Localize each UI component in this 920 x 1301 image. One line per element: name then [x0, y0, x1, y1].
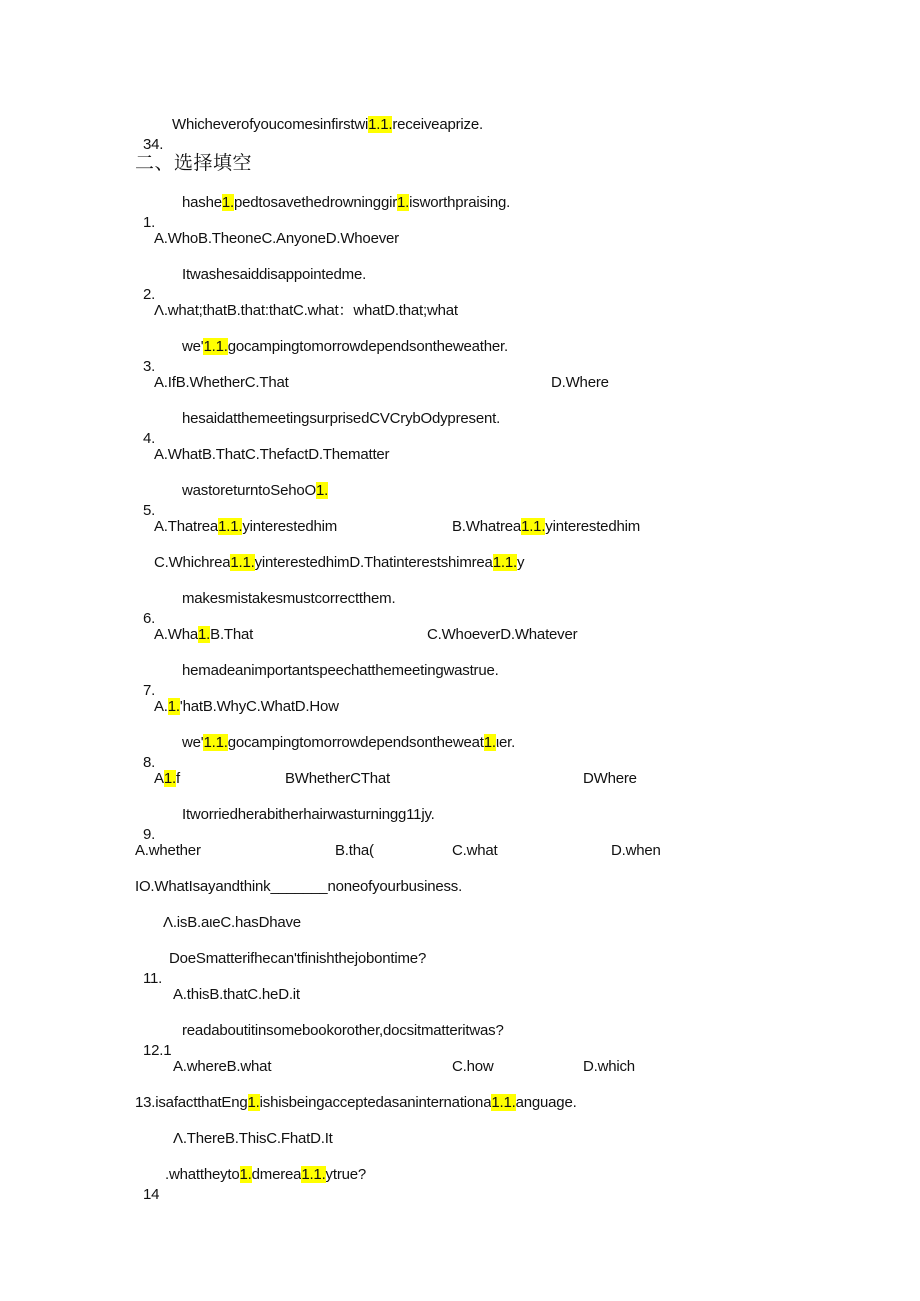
question-11-options: A.thisB.thatC.heD.it: [173, 986, 300, 1003]
question-text: noneofyourbusiness.: [327, 878, 463, 895]
question-text: gocampingtomorrowdependsontheweat: [227, 734, 484, 751]
option-text: A: [154, 770, 164, 787]
question-12: [135, 1021, 504, 1061]
highlight-mark: 1.: [397, 194, 410, 211]
question-2-options: Λ.what;thatB.that:thatC.what：whatD.that;what: [154, 302, 458, 319]
highlight-mark: 1.: [198, 626, 211, 643]
question-text: hemadeanimportantspeechatthemeetingwastrue.: [182, 662, 499, 679]
question-9-option-b: B.tha(: [335, 842, 374, 859]
question-1-options: A.WhoB.TheoneC.AnyoneD.Whoever: [154, 230, 399, 247]
question-number: 34.: [142, 136, 164, 153]
question-10-options: Λ.isB.aιeC.hasDhave: [163, 914, 301, 931]
question-4: [135, 409, 501, 449]
question-text: DoeSmatterifhecan'tfinishthejobontime?: [169, 950, 427, 967]
question-9-option-a: A.whether: [135, 842, 201, 859]
question-10: [135, 877, 462, 897]
highlight-mark: 1.: [167, 698, 180, 715]
question-3-option-d: D.Where: [551, 374, 609, 391]
option-text: yinterestedhim: [545, 518, 641, 535]
option-text: yinterestedhim: [242, 518, 338, 535]
question-8: [135, 733, 516, 773]
option-text: A.Wha: [154, 626, 199, 643]
question-number: 8.: [142, 754, 156, 771]
question-text: Whicheverofyoucomesinfirstwi: [172, 116, 369, 133]
question-13-options: Λ.ThereB.ThisC.FhatD.It: [173, 1130, 333, 1147]
question-number: 5.: [142, 502, 156, 519]
question-12-options-ab: A.whereB.what: [173, 1058, 272, 1075]
option-text: A.: [154, 698, 168, 715]
question-number: 7.: [142, 682, 156, 699]
option-text: 'hatB.WhyC.WhatD.How: [179, 698, 339, 715]
question-6-options-ab: [154, 625, 253, 645]
question-text: receiveaprize.: [392, 116, 483, 133]
question-8-options-bc: BWhetherCThat: [285, 770, 390, 787]
question-13: [135, 1093, 577, 1113]
highlight-mark: 1.1.: [491, 1094, 516, 1111]
question-text: we': [182, 338, 204, 355]
highlight-mark: 1.1.: [218, 518, 243, 535]
question-8-option-a: [154, 769, 180, 789]
question-5-options-cd: [154, 553, 524, 573]
highlight-mark: 1.1.: [368, 116, 393, 133]
question-5-option-b: [452, 517, 640, 537]
highlight-mark: 1.: [483, 734, 496, 751]
question-number: 2.: [142, 286, 156, 303]
section-heading: 二、选择填空: [135, 153, 253, 174]
question-number: 4.: [142, 430, 156, 447]
question-text: hashe: [182, 194, 222, 211]
highlight-mark: 1.: [315, 482, 329, 499]
option-text: A.Thatrea: [154, 518, 219, 535]
answer-blank: _______: [270, 878, 328, 895]
question-number: 14: [142, 1186, 160, 1203]
question-11: [135, 949, 427, 989]
highlight-mark: 1.1.: [230, 554, 255, 571]
highlight-mark: 1.1.: [203, 338, 228, 355]
option-text: yinterestedhimD.Thatinterestshimrea: [254, 554, 493, 571]
question-34: [135, 115, 483, 155]
highlight-mark: 1.1.: [492, 554, 517, 571]
question-9-option-d: D.when: [611, 842, 661, 859]
question-7-options: [154, 697, 339, 717]
question-number: 9.: [142, 826, 156, 843]
question-text: IO.WhatIsayandthink: [135, 878, 271, 895]
question-text: readaboutitinsomebookorother,docsitmatteritwas?: [182, 1022, 504, 1039]
highlight-mark: 1.: [163, 770, 176, 787]
option-text: y: [516, 554, 525, 571]
question-text: pedtosavethedrowninggir: [234, 194, 398, 211]
question-text: 13.isafactthatEng: [135, 1094, 248, 1111]
question-7: [135, 661, 499, 701]
question-9: [135, 805, 435, 845]
question-1: [135, 193, 511, 233]
option-text: C.Whichrea: [154, 554, 231, 571]
question-text: ytrue?: [325, 1166, 367, 1183]
question-9-option-c: C.what: [452, 842, 498, 859]
question-number: 3.: [142, 358, 156, 375]
question-text: wastoreturntoSehoO: [182, 482, 316, 499]
question-text: ishisbeingacceptedasaninternationa: [259, 1094, 492, 1111]
question-text: isworthpraising.: [409, 194, 511, 211]
question-2: [135, 265, 367, 305]
question-3-options-abc: A.IfB.WhetherC.That: [154, 374, 289, 391]
question-5: [135, 481, 329, 521]
question-number: 1.: [142, 214, 156, 231]
highlight-mark: 1.1.: [521, 518, 546, 535]
question-text: Itworriedherabitherhairwasturningg11jy.: [182, 806, 435, 823]
option-text: B.Whatrea: [452, 518, 522, 535]
highlight-mark: 1.: [239, 1166, 252, 1183]
question-12-option-d: D.which: [583, 1058, 635, 1075]
question-text: ιer.: [495, 734, 516, 751]
option-text: B.That: [210, 626, 254, 643]
question-3: [135, 337, 508, 377]
question-5-option-a: [154, 517, 337, 537]
question-6-options-cd: C.WhoeverD.Whatever: [427, 626, 578, 643]
highlight-mark: 1.1.: [301, 1166, 326, 1183]
question-text: dmerea: [251, 1166, 302, 1183]
question-number: 6.: [142, 610, 156, 627]
question-4-options: A.WhatB.ThatC.ThefactD.Thematter: [154, 446, 390, 463]
question-text: Itwashesaiddisappointedme.: [182, 266, 367, 283]
question-text: we': [182, 734, 204, 751]
question-12-option-c: C.how: [452, 1058, 494, 1075]
question-8-option-d: DWhere: [583, 770, 637, 787]
question-text: .whattheyto: [165, 1166, 240, 1183]
question-text: anguage.: [515, 1094, 577, 1111]
highlight-mark: 1.: [221, 194, 234, 211]
question-number: 11.: [142, 970, 163, 987]
question-14: [135, 1165, 367, 1205]
question-number: 12.1: [142, 1042, 172, 1059]
question-6: [135, 589, 396, 629]
highlight-mark: 1.1.: [203, 734, 228, 751]
highlight-mark: 1.: [247, 1094, 260, 1111]
option-text: f: [175, 770, 180, 787]
question-text: hesaidatthemeetingsurprisedCVCrybOdypresent.: [182, 410, 501, 427]
question-text: makesmistakesmustcorrectthem.: [182, 590, 396, 607]
question-text: gocampingtomorrowdependsontheweather.: [227, 338, 508, 355]
